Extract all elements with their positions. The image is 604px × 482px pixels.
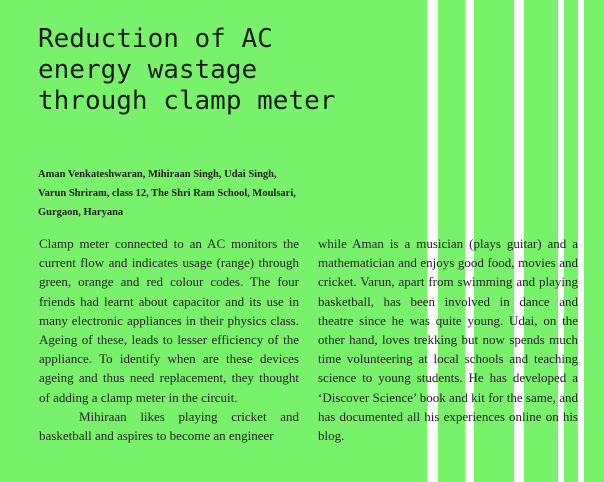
decorative-stripe: [578, 0, 584, 482]
article-title: Reduction of AC energy wastage through clamp meter: [38, 24, 336, 116]
body-paragraph: Mihiraan likes playing cricket and basketball and aspires to become an engineer: [39, 408, 299, 444]
body-column-left: [39, 234, 299, 445]
body-column-right: [318, 234, 578, 445]
body-paragraph: Clamp meter connected to an AC monitors the current flow and indicates usage (range) through green, orange and red colour codes. The four friends had learnt about capacitor and its use in many electronic appliances in their physics class. Ageing of these, leads to lesser efficiency of the appliance. To identify when are these devices ageing and thus need replacement, they thought of adding a clamp meter in the circuit.: [39, 236, 299, 405]
author-byline: Aman Venkateshwaran, Mihiraan Singh, Udai Singh, Varun Shriram, class 12, The Shri Ram School, Moulsari, Gurgaon, Haryana: [38, 169, 296, 218]
body-paragraph: while Aman is a musician (plays guitar) and a mathematician and enjoys good food, movies and cricket. Varun, apart from swimming and playing basketball, has been involved in dance and theatre since he was quite young. Udai, on the other hand, loves trekking but now spends much time volunteering at local schools and teaching science to young students. He has developed a ‘Discover Science’ book and kit for the same, and has documented all his experiences online on his blog.: [318, 236, 578, 444]
